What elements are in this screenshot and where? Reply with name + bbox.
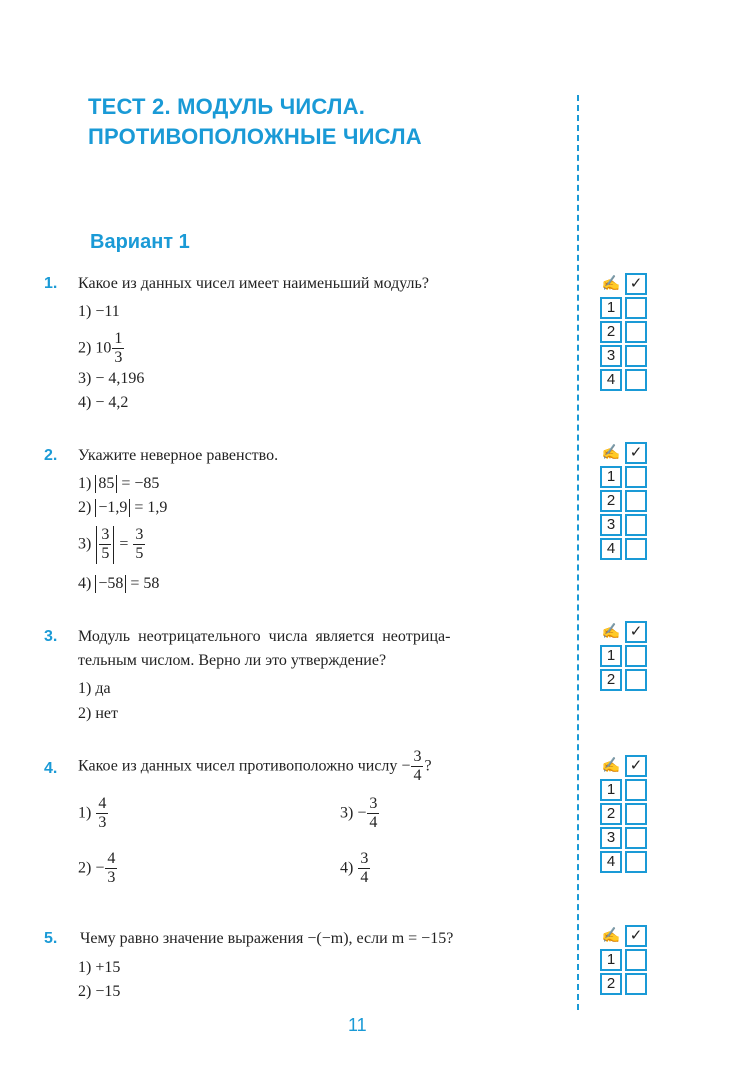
- option-label: 1): [78, 475, 92, 492]
- question-text: Чему равно значение выражения −(−m), если m = −15?: [80, 930, 454, 947]
- answer-checkbox[interactable]: [625, 779, 647, 801]
- question-number: 2.: [44, 447, 58, 464]
- option-label: 3): [78, 535, 92, 553]
- answer-number: 4: [600, 538, 622, 560]
- answer-number: 2: [600, 973, 622, 995]
- check-header-icon: ✓: [625, 755, 647, 777]
- absolute-value: 85: [95, 475, 117, 493]
- fraction: [411, 748, 423, 786]
- fraction: [105, 850, 117, 888]
- option-label: 1): [78, 804, 92, 822]
- option-label: 3) −: [340, 804, 367, 822]
- answer-checkbox[interactable]: [625, 949, 647, 971]
- question-text: тельным числом. Верно ли это утверждение?: [78, 652, 387, 669]
- pen-icon: ✍: [601, 758, 621, 774]
- question-number: 5.: [44, 930, 58, 947]
- absolute-value: −1,9: [95, 499, 130, 517]
- answer-number: 3: [600, 345, 622, 367]
- denominator: 4: [369, 814, 378, 832]
- answer-checkbox[interactable]: [625, 369, 647, 391]
- cut-line-divider: [577, 95, 579, 1010]
- answer-boxes-q3: [600, 621, 647, 693]
- option: [340, 850, 371, 888]
- answer-number: 1: [600, 297, 622, 319]
- numerator: 3: [133, 526, 145, 545]
- denominator: 4: [413, 767, 422, 785]
- option: 1) +15: [78, 959, 121, 976]
- numerator: 3: [411, 748, 423, 767]
- option: [78, 475, 159, 493]
- option: 1) да: [78, 680, 111, 697]
- question-text: Укажите неверное равенство.: [78, 447, 279, 464]
- answer-number: 2: [600, 669, 622, 691]
- question-number: 1.: [44, 275, 58, 292]
- option: [78, 795, 109, 833]
- answer-number: 1: [600, 466, 622, 488]
- answer-checkbox[interactable]: [625, 321, 647, 343]
- option: [78, 330, 125, 368]
- answer-number: 1: [600, 949, 622, 971]
- answer-checkbox[interactable]: [625, 645, 647, 667]
- answer-number: 2: [600, 803, 622, 825]
- answer-checkbox[interactable]: [625, 851, 647, 873]
- answer-boxes-q1: [600, 273, 647, 393]
- answer-boxes-q4: [600, 755, 647, 875]
- option: 1) −11: [78, 303, 120, 320]
- option: 2) нет: [78, 705, 118, 722]
- answer-number: 1: [600, 779, 622, 801]
- answer-checkbox[interactable]: [625, 669, 647, 691]
- absolute-fraction: [96, 526, 114, 564]
- answer-number: 2: [600, 321, 622, 343]
- answer-checkbox[interactable]: [625, 345, 647, 367]
- option-label: 2) 10: [78, 339, 112, 357]
- denominator: 3: [98, 814, 107, 832]
- pen-icon: ✍: [601, 445, 621, 461]
- answer-checkbox[interactable]: [625, 827, 647, 849]
- answer-number: 4: [600, 369, 622, 391]
- variant-heading: Вариант 1: [90, 231, 190, 253]
- denominator: 3: [107, 869, 116, 887]
- answer-number: 3: [600, 514, 622, 536]
- option: 2) −15: [78, 983, 121, 1000]
- fraction: [358, 850, 370, 888]
- fraction: [367, 795, 379, 833]
- option: [78, 575, 159, 593]
- check-header-icon: ✓: [625, 273, 647, 295]
- fraction: [112, 330, 124, 368]
- option: 3) − 4,196: [78, 370, 145, 387]
- answer-checkbox[interactable]: [625, 490, 647, 512]
- question-mark: ?: [424, 757, 432, 775]
- question-text: Какое из данных чисел имеет наименьший модуль?: [78, 275, 429, 292]
- option-rest: = −85: [121, 475, 160, 492]
- answer-checkbox[interactable]: [625, 973, 647, 995]
- denominator: 3: [114, 349, 123, 367]
- numerator: 3: [367, 795, 379, 814]
- answer-boxes-q2: [600, 442, 647, 562]
- absolute-value: −58: [95, 575, 126, 593]
- answer-checkbox[interactable]: [625, 514, 647, 536]
- answer-checkbox[interactable]: [625, 803, 647, 825]
- test-title-line2: ПРОТИВОПОЛОЖНЫЕ ЧИСЛА: [88, 124, 422, 149]
- option-rest: = 1,9: [134, 499, 168, 516]
- answer-checkbox[interactable]: [625, 466, 647, 488]
- option: [78, 499, 167, 517]
- numerator: 4: [96, 795, 108, 814]
- answer-number: 1: [600, 645, 622, 667]
- pen-icon: ✍: [601, 624, 621, 640]
- question-text: Модуль неотрицательного числа является неотрица-: [78, 628, 451, 645]
- answer-boxes-q5: [600, 925, 647, 997]
- equals: =: [119, 535, 129, 553]
- check-header-icon: ✓: [625, 621, 647, 643]
- answer-number: 2: [600, 490, 622, 512]
- pen-icon: ✍: [601, 928, 621, 944]
- numerator: 3: [99, 526, 111, 545]
- question-number: 4.: [44, 760, 58, 777]
- check-header-icon: ✓: [625, 925, 647, 947]
- numerator: 3: [358, 850, 370, 869]
- option: 4) − 4,2: [78, 394, 129, 411]
- option-rest: = 58: [130, 575, 160, 592]
- question-text-main: Какое из данных чисел противоположно числу: [78, 757, 398, 775]
- denominator: 5: [101, 545, 110, 563]
- numerator: 1: [112, 330, 124, 349]
- option: [340, 795, 380, 833]
- answer-checkbox[interactable]: [625, 297, 647, 319]
- answer-checkbox[interactable]: [625, 538, 647, 560]
- answer-number: 3: [600, 827, 622, 849]
- option: [78, 850, 118, 888]
- denominator: 4: [360, 869, 369, 887]
- minus-sign: −: [401, 757, 411, 775]
- question-number: 3.: [44, 628, 58, 645]
- option-label: 4): [340, 859, 354, 877]
- answer-number: 4: [600, 851, 622, 873]
- option-label: 2): [78, 499, 92, 516]
- option: [78, 526, 146, 564]
- option-label: 4): [78, 575, 92, 592]
- check-header-icon: ✓: [625, 442, 647, 464]
- numerator: 4: [105, 850, 117, 869]
- page-number: 11: [348, 1015, 367, 1035]
- option-label: 2) −: [78, 859, 105, 877]
- fraction: [96, 795, 108, 833]
- test-title-line1: ТЕСТ 2. МОДУЛЬ ЧИСЛА.: [88, 94, 366, 119]
- question-text: [78, 748, 432, 786]
- fraction: [133, 526, 145, 564]
- denominator: 5: [135, 545, 144, 563]
- pen-icon: ✍: [601, 276, 621, 292]
